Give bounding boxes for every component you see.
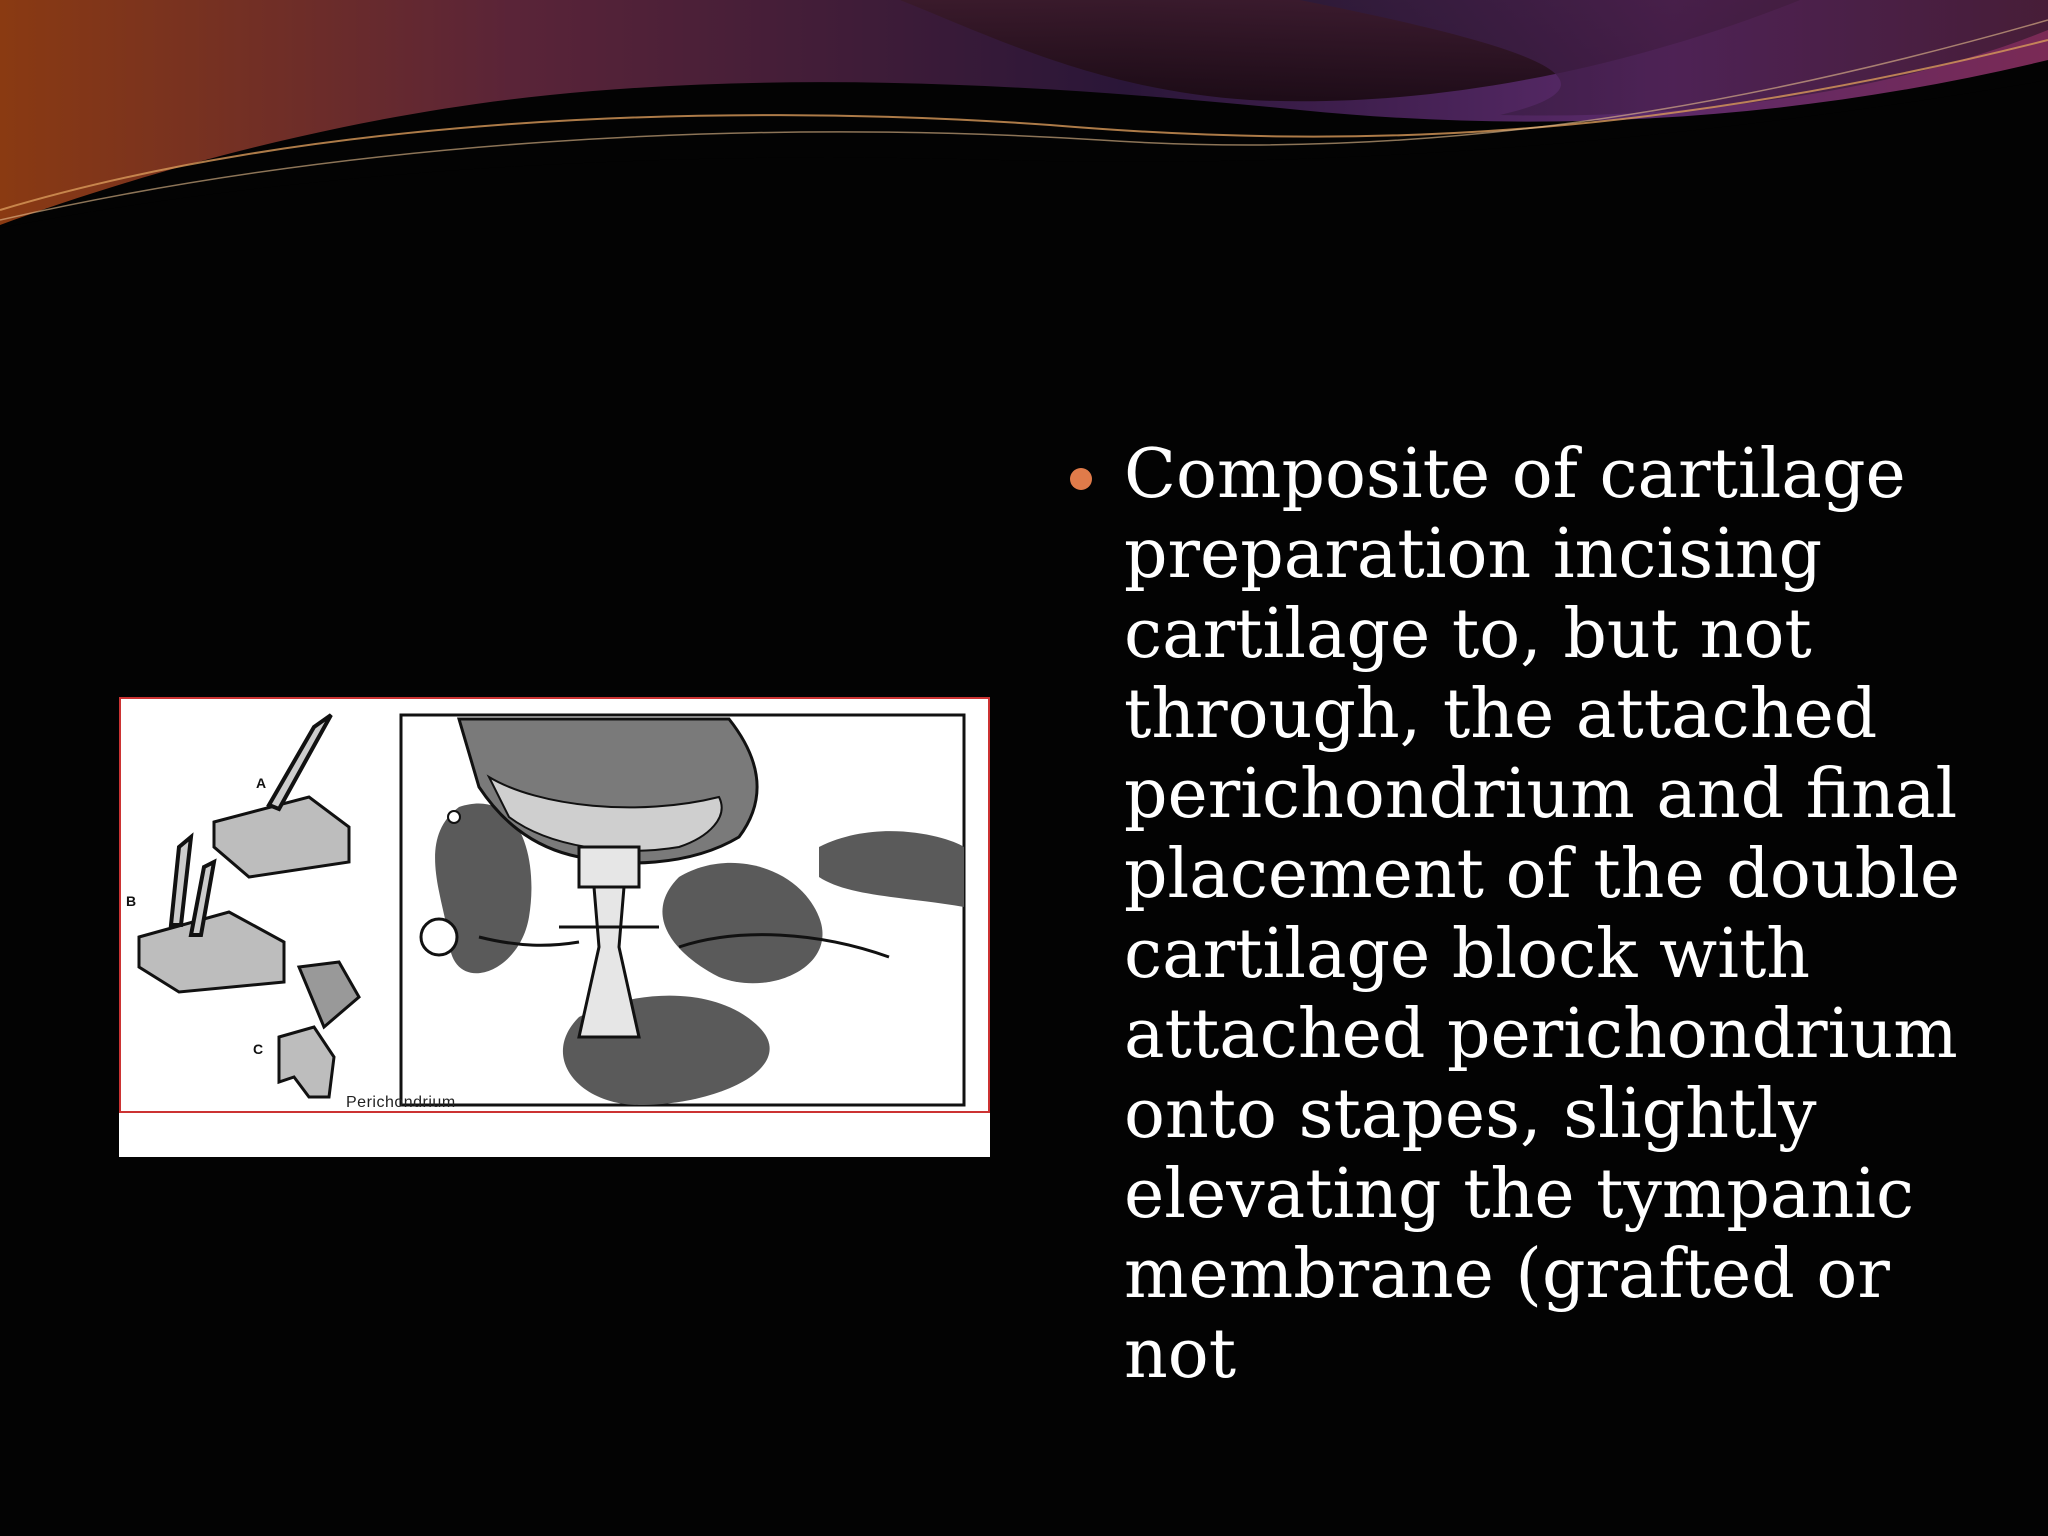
part-label-c: C	[253, 1041, 264, 1057]
header-swoosh-decoration	[0, 0, 2048, 240]
part-label-b: B	[126, 893, 137, 909]
illustration-drawing	[119, 697, 990, 1157]
cartilage-illustration	[119, 697, 990, 1157]
perichondrium-label: Perichondrium	[346, 1094, 456, 1111]
part-label-a: A	[256, 775, 267, 791]
bullet-icon	[1070, 468, 1092, 490]
bullet-text: Composite of cartilage preparation incising cartilage to, but not through, the attached perichondrium and final placement of the double cartilage block with attached perichondrium onto stapes, slightly elevating the tympanic membrane (grafted or not	[1124, 435, 1961, 1394]
bullet-item	[1060, 435, 2000, 1395]
